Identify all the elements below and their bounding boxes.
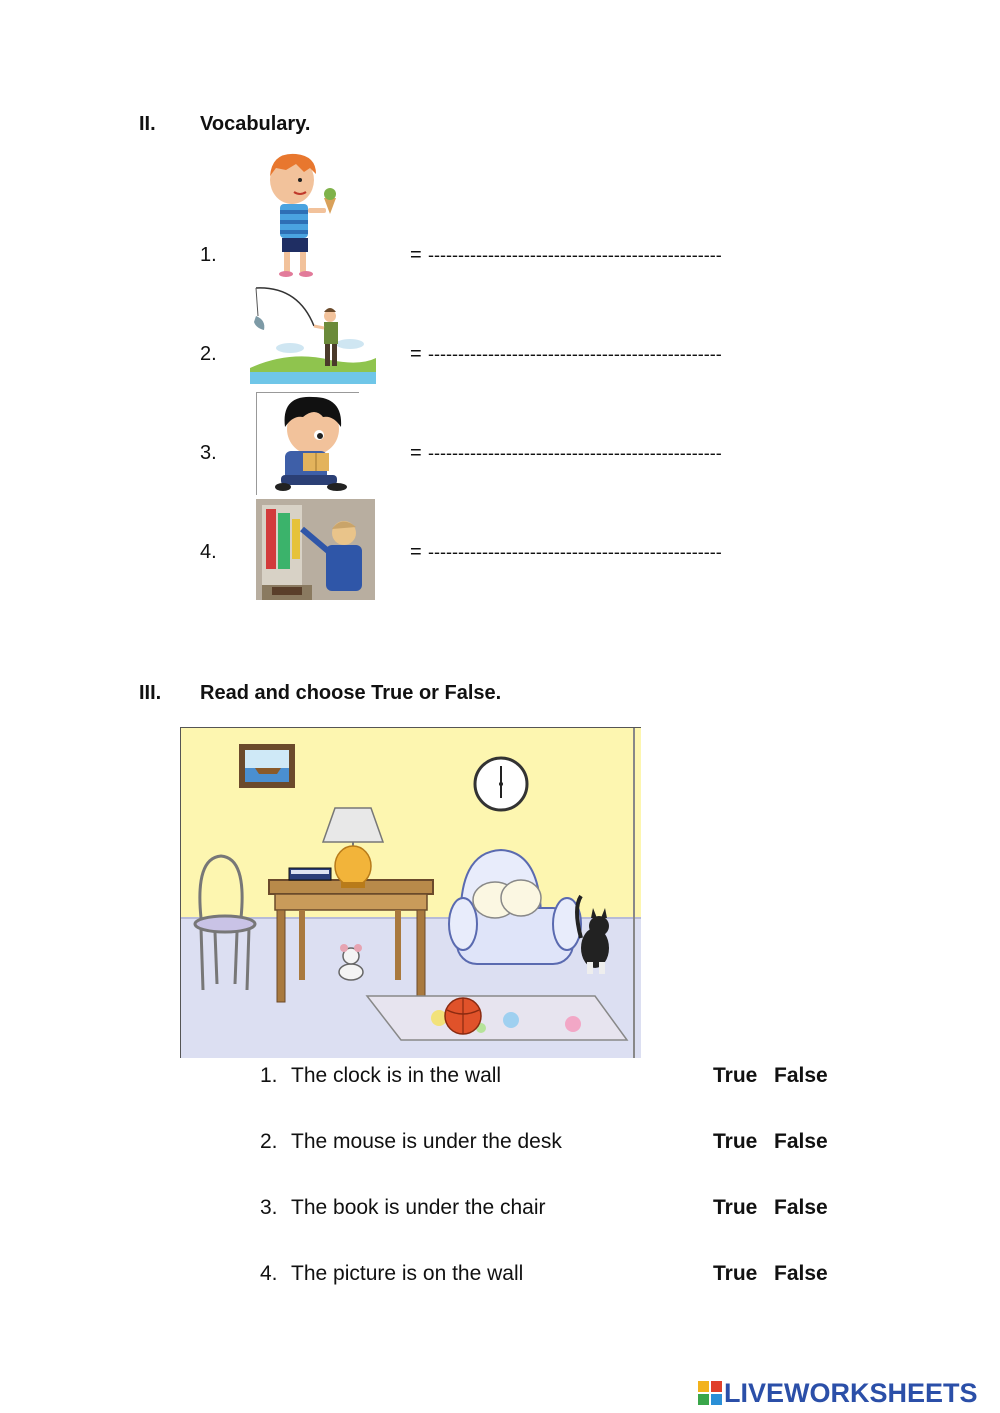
- vocab-item-2-answer-blank[interactable]: -------------------------------------------------: [428, 344, 722, 364]
- living-room-scene-image: [180, 727, 641, 1058]
- liveworksheets-logo: [698, 1378, 978, 1408]
- ball-icon: [445, 998, 481, 1034]
- boy-eating-ice-cream-image: [256, 150, 346, 280]
- question-3-false-option[interactable]: False: [774, 1196, 828, 1219]
- vocab-item-1-number: 1.: [200, 244, 217, 266]
- question-4-true-option[interactable]: True: [713, 1262, 758, 1285]
- section-3-title: Read and choose True or False.: [200, 682, 502, 704]
- rug-icon: [367, 996, 627, 1040]
- vocab-item-4-answer-blank[interactable]: -------------------------------------------------: [428, 542, 722, 562]
- vocab-item-1-equals: =: [410, 244, 422, 266]
- question-2-number: 2.: [260, 1130, 278, 1153]
- question-2-text: The mouse is under the desk: [291, 1130, 562, 1153]
- vocab-item-1-answer-blank[interactable]: -------------------------------------------------: [428, 245, 722, 265]
- question-1-true-option[interactable]: True: [713, 1064, 758, 1087]
- vocab-item-4-number: 4.: [200, 541, 217, 563]
- question-3-true-option[interactable]: True: [713, 1196, 758, 1219]
- vocab-item-3-number: 3.: [200, 442, 217, 464]
- question-1-text: The clock is in the wall: [291, 1064, 502, 1087]
- vocab-item-2-number: 2.: [200, 343, 217, 365]
- question-3-text: The book is under the chair: [291, 1196, 546, 1219]
- question-2-false-option[interactable]: False: [774, 1130, 828, 1153]
- question-4-text: The picture is on the wall: [291, 1262, 524, 1285]
- question-3-number: 3.: [260, 1196, 278, 1219]
- section-2-numeral: II.: [139, 113, 156, 135]
- boy-reading-book-image: [256, 392, 359, 495]
- question-2-true-option[interactable]: True: [713, 1130, 758, 1153]
- question-1-false-option[interactable]: False: [774, 1064, 828, 1087]
- question-4-number: 4.: [260, 1262, 278, 1285]
- vocab-item-3-answer-blank[interactable]: -------------------------------------------------: [428, 443, 722, 463]
- section-3-numeral: III.: [139, 682, 162, 704]
- vocab-item-2-equals: =: [410, 343, 422, 365]
- question-1-number: 1.: [260, 1064, 278, 1087]
- question-4-false-option[interactable]: False: [774, 1262, 828, 1285]
- child-painting-image: [256, 499, 375, 600]
- wall-clock-icon: [475, 758, 527, 810]
- book-icon: [289, 868, 331, 880]
- liveworksheets-logo-text: LIVEWORKSHEETS: [724, 1377, 978, 1408]
- wall-picture-icon: [239, 744, 295, 788]
- vocab-item-3-equals: =: [410, 442, 422, 464]
- man-fishing-image: [250, 286, 376, 384]
- vocab-item-4-equals: =: [410, 541, 422, 563]
- liveworksheets-logo-icon: [698, 1381, 722, 1405]
- section-2-title: Vocabulary.: [200, 113, 311, 135]
